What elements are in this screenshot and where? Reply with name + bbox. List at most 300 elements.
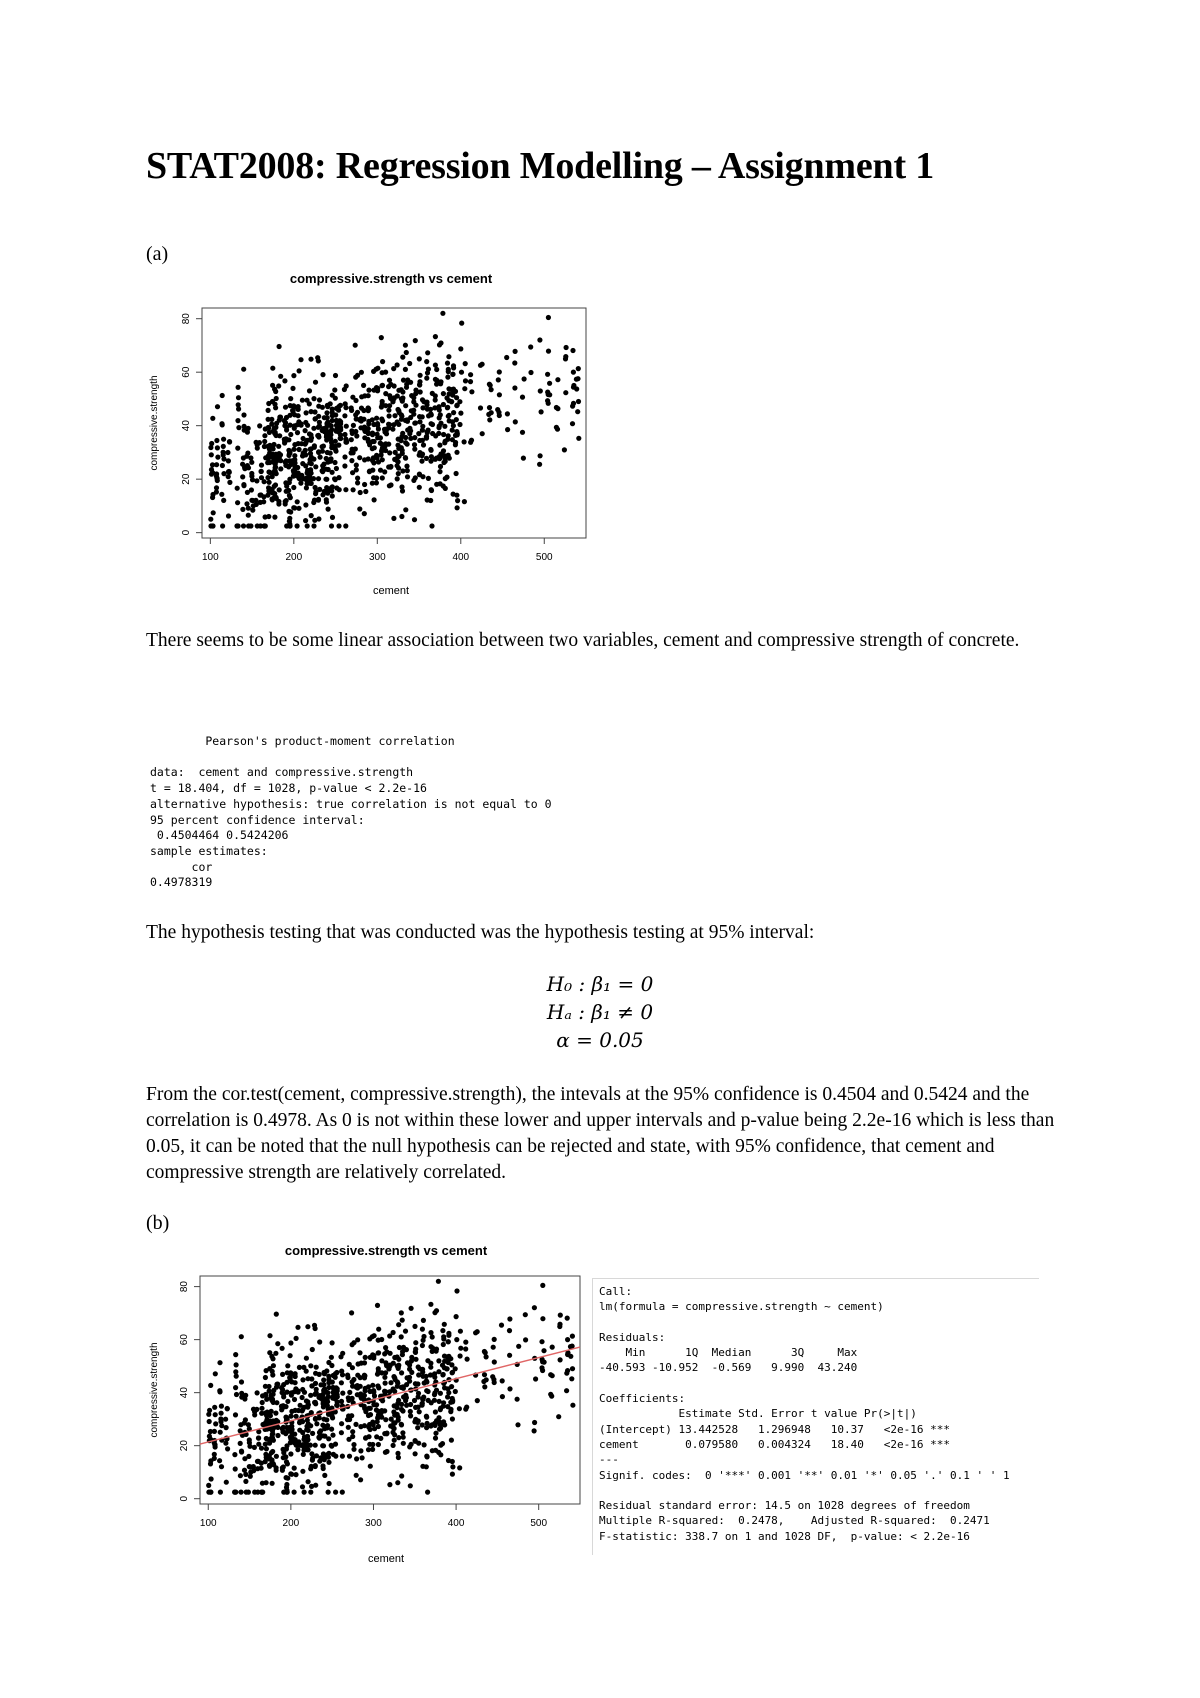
data-point (520, 395, 525, 400)
data-point (545, 372, 550, 377)
data-point (239, 1379, 244, 1384)
data-point (245, 451, 250, 456)
data-point (297, 368, 302, 373)
data-point (282, 440, 287, 445)
data-point (425, 429, 430, 434)
data-point (446, 433, 451, 438)
data-point (288, 1471, 293, 1476)
data-point (574, 386, 579, 391)
data-point (454, 1288, 459, 1293)
data-point (333, 439, 338, 444)
data-point (234, 1362, 239, 1367)
data-point (330, 493, 335, 498)
data-point (455, 498, 460, 503)
data-point (225, 1406, 230, 1411)
data-point (570, 1403, 575, 1408)
data-point (358, 1394, 363, 1399)
data-point (288, 509, 293, 514)
data-point (400, 451, 405, 456)
data-point (428, 447, 433, 452)
data-point (235, 446, 240, 451)
data-point (349, 437, 354, 442)
data-point (206, 1490, 211, 1495)
data-point (513, 419, 518, 424)
data-point (383, 1360, 388, 1365)
data-point (333, 396, 338, 401)
data-point (326, 507, 331, 512)
data-point (270, 1481, 275, 1486)
data-point (347, 1390, 352, 1395)
data-point (269, 1393, 274, 1398)
data-point (328, 401, 333, 406)
data-point (287, 477, 292, 482)
data-point (317, 397, 322, 402)
data-point (383, 1345, 388, 1350)
section-b-label: (b) (146, 1212, 170, 1234)
data-point (380, 370, 385, 375)
data-point (333, 1442, 338, 1447)
data-point (302, 1490, 307, 1495)
data-point (292, 442, 297, 447)
data-point (259, 1446, 264, 1451)
data-point (386, 408, 391, 413)
data-point (565, 1337, 570, 1342)
data-point (426, 476, 431, 481)
data-point (328, 456, 333, 461)
data-point (233, 1466, 238, 1471)
data-point (396, 1322, 401, 1327)
data-point (438, 412, 443, 417)
regression-line (200, 1347, 580, 1444)
data-point (355, 476, 360, 481)
data-point (458, 346, 463, 351)
data-point (346, 1398, 351, 1403)
data-point (305, 1376, 310, 1381)
data-point (505, 411, 510, 416)
data-point (329, 485, 334, 490)
data-point (425, 370, 430, 375)
data-point (257, 423, 262, 428)
data-point (321, 1417, 326, 1422)
data-point (496, 410, 501, 415)
data-point (330, 1340, 335, 1345)
data-point (311, 523, 316, 528)
data-point (570, 404, 575, 409)
data-point (558, 1313, 563, 1318)
data-point (266, 456, 271, 461)
data-point (233, 1369, 238, 1374)
data-point (236, 385, 241, 390)
data-point (420, 414, 425, 419)
data-point (308, 467, 313, 472)
data-point (259, 463, 264, 468)
data-point (396, 459, 401, 464)
data-point (339, 1369, 344, 1374)
data-point (480, 431, 485, 436)
data-point (215, 404, 220, 409)
data-point (437, 443, 442, 448)
data-point (264, 1480, 269, 1485)
data-point (403, 367, 408, 372)
data-point (408, 436, 413, 441)
data-point (358, 1424, 363, 1429)
data-point (454, 1337, 459, 1342)
data-point (445, 375, 450, 380)
data-point (309, 409, 314, 414)
data-point (438, 464, 443, 469)
data-point (399, 445, 404, 450)
y-tick-label: 0 (181, 529, 192, 536)
data-point (334, 1403, 339, 1408)
data-point (380, 475, 385, 480)
data-point (233, 1412, 238, 1417)
data-point (252, 1445, 257, 1450)
data-point (351, 1447, 356, 1452)
data-point (338, 1354, 343, 1359)
data-point (571, 370, 576, 375)
data-point (314, 1421, 319, 1426)
data-point (311, 426, 316, 431)
data-point (214, 474, 219, 479)
data-point (320, 1392, 325, 1397)
data-point (213, 1371, 218, 1376)
chart-a-points (208, 311, 581, 529)
data-point (295, 465, 300, 470)
data-point (241, 483, 246, 488)
data-point (424, 436, 429, 441)
y-tick-label: 0 (179, 1495, 190, 1502)
data-point (570, 421, 575, 426)
data-point (361, 383, 366, 388)
data-point (263, 1375, 268, 1380)
data-point (267, 1456, 272, 1461)
data-point (507, 1386, 512, 1391)
data-point (396, 388, 401, 393)
data-point (409, 1306, 414, 1311)
data-point (383, 448, 388, 453)
data-point (288, 432, 293, 437)
data-point (270, 399, 275, 404)
data-point (334, 419, 339, 424)
data-point (454, 395, 459, 400)
data-point (436, 1369, 441, 1374)
data-point (339, 1380, 344, 1385)
data-point (419, 459, 424, 464)
data-point (400, 399, 405, 404)
data-point (391, 1361, 396, 1366)
data-point (263, 1393, 268, 1398)
data-point (335, 1392, 340, 1397)
data-point (308, 1393, 313, 1398)
data-point (413, 338, 418, 343)
data-point (451, 423, 456, 428)
data-point (413, 1451, 418, 1456)
data-point (334, 466, 339, 471)
data-point (296, 1390, 301, 1395)
y-tick-label: 20 (179, 1440, 190, 1452)
data-point (408, 1413, 413, 1418)
data-point (548, 1392, 553, 1397)
data-point (541, 1348, 546, 1353)
data-point (238, 1473, 243, 1478)
data-point (468, 372, 473, 377)
data-point (451, 410, 456, 415)
data-point (332, 387, 337, 392)
data-point (285, 1370, 290, 1375)
data-point (321, 1466, 326, 1471)
data-point (301, 1365, 306, 1370)
data-point (350, 1429, 355, 1434)
data-point (528, 344, 533, 349)
data-point (266, 408, 271, 413)
data-point (368, 1464, 373, 1469)
data-point (307, 388, 312, 393)
document-title: STAT2008: Regression Modelling – Assignment 1 (146, 145, 934, 187)
data-point (576, 436, 581, 441)
data-point (289, 1409, 294, 1414)
chart-a-ylabel: compressive.strength (149, 375, 160, 471)
data-point (417, 419, 422, 424)
data-point (259, 469, 264, 474)
data-point (243, 1417, 248, 1422)
data-point (420, 1403, 425, 1408)
data-point (421, 399, 426, 404)
data-point (311, 396, 316, 401)
data-point (274, 471, 279, 476)
data-point (249, 460, 254, 465)
data-point (246, 1454, 251, 1459)
data-point (399, 514, 404, 519)
data-point (349, 408, 354, 413)
data-point (424, 1388, 429, 1393)
paragraph-conclusion: From the cor.test(cement, compressive.strength), the intevals at the 95% confidence is 0.4504 and 0.5424 and the correlation is 0.4978. As 0 is not within these lower and upper intervals and p-value being 2.2e-16 which is less than 0.05, it can be noted that the null hypothesis can be rejected and state, with 95% confidence, that cement and compressive strength are relatively correlated. (146, 1084, 1055, 1183)
data-point (300, 1430, 305, 1435)
data-point (492, 1359, 497, 1364)
data-point (227, 439, 232, 444)
data-point (383, 1450, 388, 1455)
data-point (343, 401, 348, 406)
data-point (462, 499, 467, 504)
data-point (327, 1481, 332, 1486)
data-point (326, 1490, 331, 1495)
data-point (357, 506, 362, 511)
data-point (305, 523, 310, 528)
data-point (343, 437, 348, 442)
data-point (239, 1334, 244, 1339)
data-point (407, 426, 412, 431)
data-point (233, 1490, 238, 1495)
data-point (336, 523, 341, 528)
data-point (208, 445, 213, 450)
data-point (532, 1305, 537, 1310)
data-point (463, 1407, 468, 1412)
data-point (298, 481, 303, 486)
data-point (219, 1411, 224, 1416)
data-point (274, 1465, 279, 1470)
data-point (570, 1366, 575, 1371)
data-point (223, 1417, 228, 1422)
data-point (274, 1312, 279, 1317)
data-point (326, 1460, 331, 1465)
null-hypothesis: H₀ : β₁ = 0 (546, 972, 654, 996)
data-point (392, 383, 397, 388)
x-tick-label: 500 (530, 1518, 548, 1529)
data-point (374, 1402, 379, 1407)
data-point (316, 498, 321, 503)
data-point (313, 1381, 318, 1386)
data-point (316, 1435, 321, 1440)
data-point (445, 405, 450, 410)
data-point (546, 349, 551, 354)
data-point (262, 439, 267, 444)
data-point (296, 471, 301, 476)
data-point (376, 1327, 381, 1332)
data-point (497, 392, 502, 397)
data-point (404, 1403, 409, 1408)
data-point (221, 437, 226, 442)
data-point (232, 1452, 237, 1457)
data-point (396, 1455, 401, 1460)
data-point (269, 1409, 274, 1414)
data-point (370, 1442, 375, 1447)
data-point (420, 428, 425, 433)
data-point (309, 1410, 314, 1415)
data-point (540, 1359, 545, 1364)
data-point (399, 1422, 404, 1427)
data-point (447, 391, 452, 396)
data-point (401, 1441, 406, 1446)
data-point (255, 442, 260, 447)
data-point (326, 1436, 331, 1441)
data-point (325, 1423, 330, 1428)
y-tick-label: 40 (181, 420, 192, 432)
data-point (443, 439, 448, 444)
data-point (487, 405, 492, 410)
data-point (445, 1366, 450, 1371)
data-point (271, 1400, 276, 1405)
data-point (417, 472, 422, 477)
data-point (340, 1490, 345, 1495)
data-point (321, 444, 326, 449)
data-point (366, 419, 371, 424)
data-point (487, 417, 492, 422)
data-point (421, 1374, 426, 1379)
data-point (433, 363, 438, 368)
data-point (382, 1375, 387, 1380)
data-point (277, 344, 282, 349)
data-point (284, 484, 289, 489)
data-point (249, 487, 254, 492)
paragraph-hypothesis-intro: The hypothesis testing that was conducted was the hypothesis testing at 95% interval: (146, 922, 815, 943)
data-point (547, 381, 552, 386)
data-point (540, 1316, 545, 1321)
chart-b-y-ticks (179, 1281, 200, 1502)
data-point (415, 1381, 420, 1386)
data-point (280, 1372, 285, 1377)
data-point (371, 1388, 376, 1393)
data-point (372, 1333, 377, 1338)
data-point (280, 1468, 285, 1473)
data-point (376, 1338, 381, 1343)
data-point (512, 360, 517, 365)
data-point (233, 1352, 238, 1357)
data-point (450, 1472, 455, 1477)
paragraph-association: There seems to be some linear association between two variables, cement and compressive strength of concrete. (146, 630, 1020, 651)
data-point (278, 466, 283, 471)
data-point (378, 1436, 383, 1441)
data-point (316, 434, 321, 439)
data-point (446, 1333, 451, 1338)
data-point (454, 403, 459, 408)
data-point (308, 1363, 313, 1368)
data-point (357, 455, 362, 460)
data-point (520, 430, 525, 435)
data-point (316, 450, 321, 455)
data-point (384, 1431, 389, 1436)
data-point (343, 523, 348, 528)
x-tick-label: 300 (368, 552, 386, 563)
data-point (392, 413, 397, 418)
data-point (492, 1337, 497, 1342)
data-point (236, 425, 241, 430)
data-point (400, 1318, 405, 1323)
data-point (313, 1417, 318, 1422)
data-point (386, 384, 391, 389)
data-point (328, 430, 333, 435)
data-point (368, 1412, 373, 1417)
data-point (300, 1408, 305, 1413)
data-point (291, 470, 296, 475)
data-point (387, 483, 392, 488)
data-point (262, 523, 267, 528)
data-point (363, 1355, 368, 1360)
data-point (360, 1455, 365, 1460)
data-point (284, 1485, 289, 1490)
data-point (499, 1323, 504, 1328)
data-point (412, 447, 417, 452)
data-point (282, 378, 287, 383)
data-point (313, 485, 318, 490)
data-point (354, 1456, 359, 1461)
data-point (516, 1344, 521, 1349)
chart-b-x-ticks (200, 1504, 548, 1529)
data-point (322, 415, 327, 420)
data-point (441, 1400, 446, 1405)
data-point (355, 480, 360, 485)
data-point (304, 1424, 309, 1429)
data-point (564, 1371, 569, 1376)
data-point (430, 431, 435, 436)
data-point (272, 515, 277, 520)
data-point (417, 1409, 422, 1414)
data-point (442, 424, 447, 429)
data-point (528, 370, 533, 375)
data-point (455, 432, 460, 437)
data-point (380, 383, 385, 388)
data-point (218, 1419, 223, 1424)
data-point (374, 416, 379, 421)
data-point (417, 485, 422, 490)
data-point (462, 439, 467, 444)
data-point (382, 1351, 387, 1356)
data-point (380, 418, 385, 423)
data-point (241, 455, 246, 460)
data-point (388, 465, 393, 470)
data-point (380, 457, 385, 462)
data-point (473, 1330, 478, 1335)
data-point (482, 1372, 487, 1377)
data-point (420, 405, 425, 410)
